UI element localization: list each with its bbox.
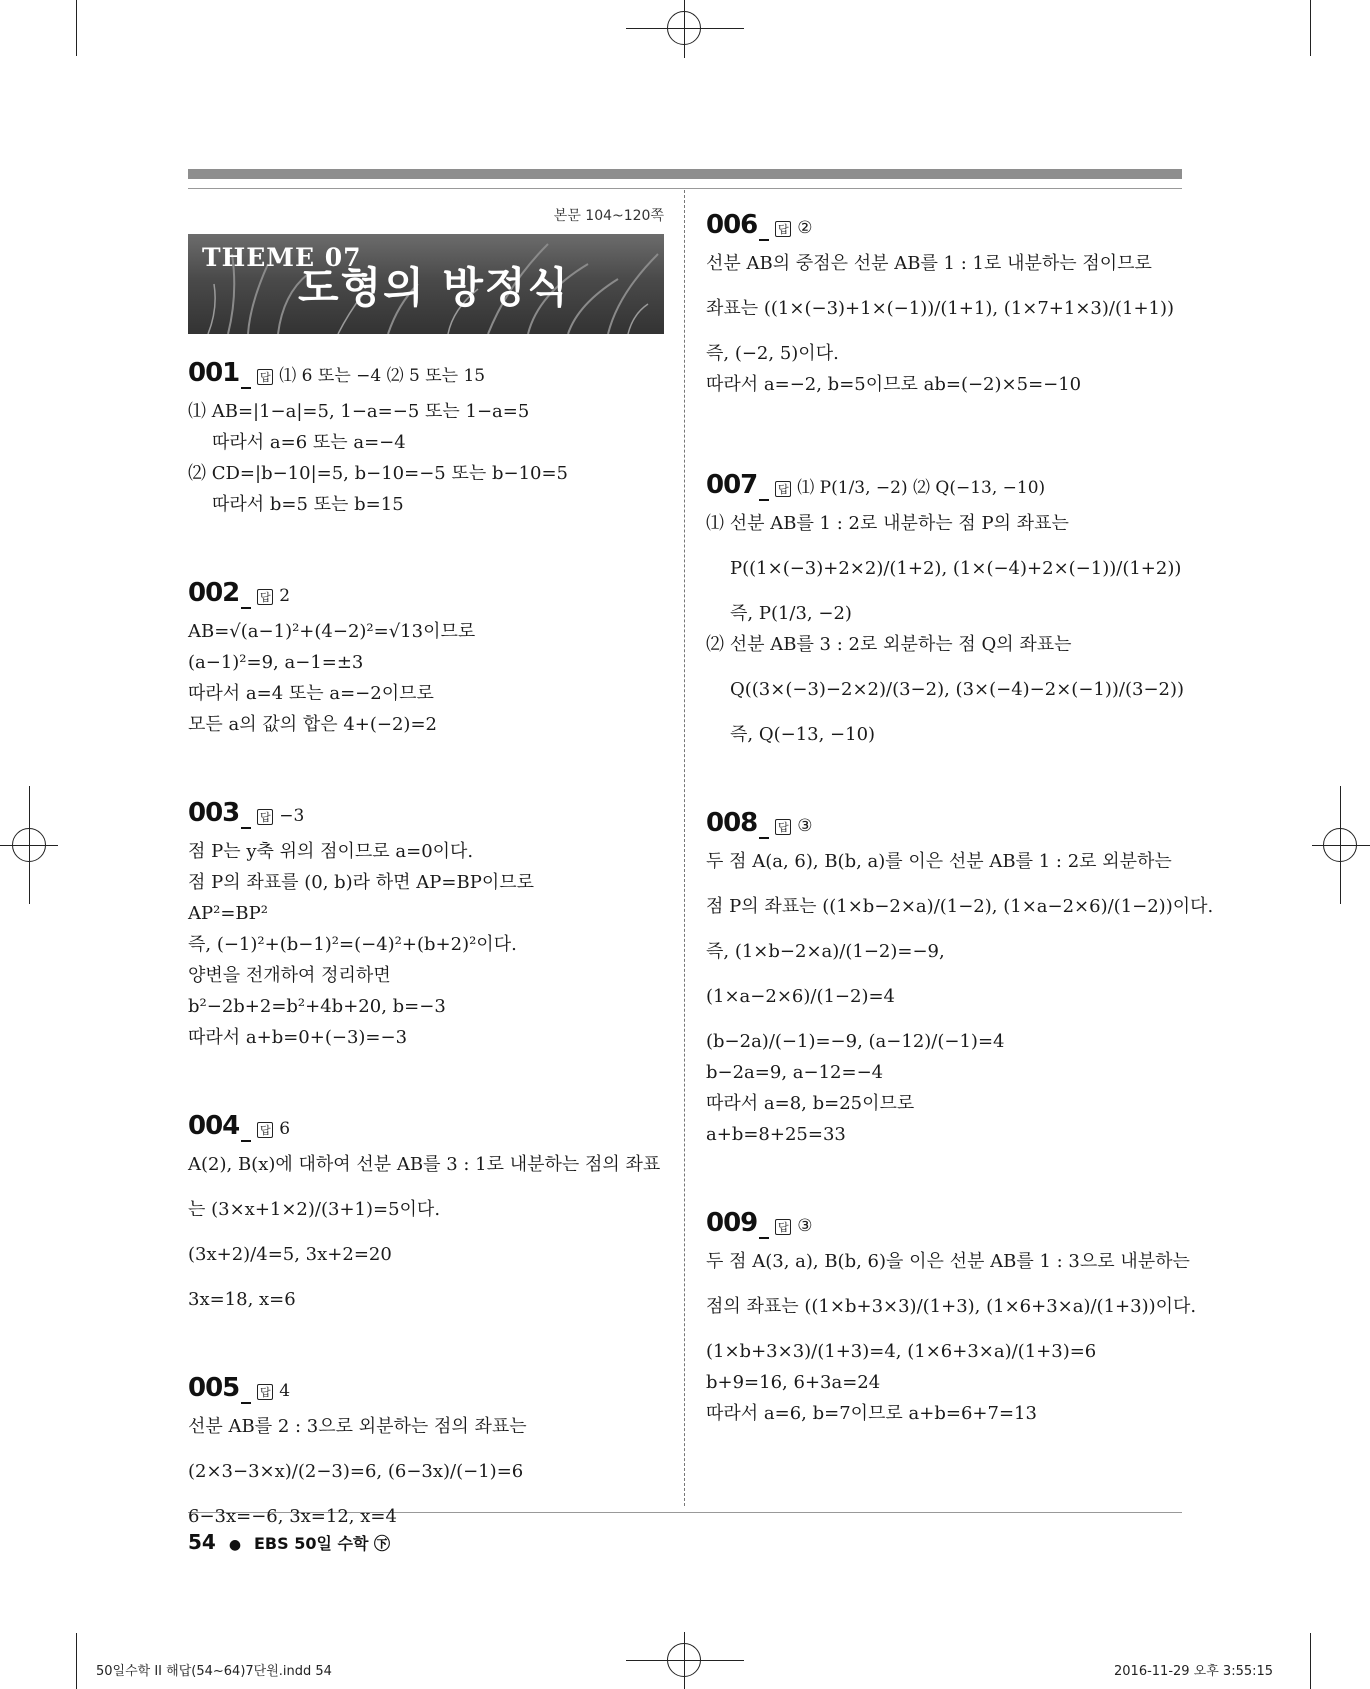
problem-number: 001 [188,358,251,389]
problem-number: 008 [706,808,769,839]
registration-mark [667,1643,701,1677]
solution-line: 따라서 a=−2, b=5이므로 ab=(−2)×5=−10 [706,374,1082,395]
problem-002 [188,578,664,740]
problem-number: 003 [188,798,251,829]
answer-icon: 답 [257,369,273,385]
solution-line: 선분 AB를 2 : 3으로 외분하는 점의 좌표는 [188,1416,527,1437]
problem-005 [188,1373,664,1532]
book-title: EBS 50일 수학 ㊦ [254,1534,390,1553]
solution-line: 따라서 a=6 또는 a=−4 [212,432,406,453]
solution-line: Q((3×(−3)−2×2)/(3−2), (3×(−4)−2×(−1))/(3−2)) [730,679,1185,700]
problem-number: 005 [188,1373,251,1404]
solution-line: 는 (3×x+1×2)/(3+1)=5이다. [188,1199,441,1220]
solution-line: A(2), B(x)에 대하여 선분 AB를 3 : 1로 내분하는 점의 좌표 [188,1154,661,1175]
solution-line: ⑵ 선분 AB를 3 : 2로 외분하는 점 Q의 좌표는 [706,634,1072,655]
answer-icon: 답 [775,221,791,237]
crop-mark [76,0,77,56]
solution-line: 따라서 a=4 또는 a=−2이므로 [188,683,434,704]
theme-banner [188,234,664,334]
solution-line: (3x+2)/4=5, 3x+2=20 [188,1244,392,1265]
solution-line: 따라서 a=6, b=7이므로 a+b=6+7=13 [706,1403,1037,1424]
problem-007 [706,470,1185,750]
solution-line: 6−3x=−6, 3x=12, x=4 [188,1506,397,1527]
problem-answer: ⑴ P(1/3, −2) ⑵ Q(−13, −10) [797,478,1046,498]
page-reference: 본문 104~120쪽 [553,208,664,224]
column-divider [684,190,685,1506]
solution-line: 모든 a의 값의 합은 4+(−2)=2 [188,714,437,735]
solution-line: 좌표는 ((1×(−3)+1×(−1))/(1+1), (1×7+1×3)/(1+1)) [706,298,1175,319]
solution-line: (a−1)²=9, a−1=±3 [188,652,364,673]
solution-line: 점 P는 y축 위의 점이므로 a=0이다. [188,841,474,862]
problem-number: 006 [706,210,769,241]
problem-006 [706,210,1182,400]
solution-line: 즉, (−2, 5)이다. [706,343,839,364]
solution-line: 점 P의 좌표를 (0, b)라 하면 AP=BP이므로 [188,872,534,893]
answer-icon: 답 [257,589,273,605]
problem-004 [188,1111,664,1315]
solution-line: a+b=8+25=33 [706,1124,846,1145]
solution-line: 따라서 a+b=0+(−3)=−3 [188,1027,408,1048]
problem-number: 002 [188,578,251,609]
solution-line: 3x=18, x=6 [188,1289,296,1310]
registration-mark [12,828,46,862]
solution-line: 점 P의 좌표는 ((1×b−2×a)/(1−2), (1×a−2×6)/(1−2))이다. [706,896,1214,917]
solution-line: 즉, P(1/3, −2) [730,603,852,624]
problem-009 [706,1208,1197,1429]
answer-icon: 답 [257,1384,273,1400]
solution-line: 양변을 전개하여 정리하면 [188,965,391,986]
solution-line: (1×b+3×3)/(1+3)=4, (1×6+3×a)/(1+3)=6 [706,1341,1097,1362]
crop-mark [1310,0,1311,56]
problem-answer: ③ [797,816,813,836]
problem-008 [706,808,1214,1150]
solution-line: 두 점 A(a, 6), B(b, a)를 이은 선분 AB를 1 : 2로 외분하는 [706,851,1172,872]
problem-number: 007 [706,470,769,501]
registration-mark [667,11,701,45]
problem-003 [188,798,664,1053]
registration-mark [1323,828,1357,862]
solution-line: 점의 좌표는 ((1×b+3×3)/(1+3), (1×6+3×a)/(1+3))이다. [706,1296,1197,1317]
solution-line: 즉, (−1)²+(b−1)²=(−4)²+(b+2)²이다. [188,934,517,955]
answer-icon: 답 [257,1122,273,1138]
right-column [706,206,1214,1429]
slug-date: 2016-11-29 오후 3:55:15 [1114,1664,1274,1679]
solution-line: b+9=16, 6+3a=24 [706,1372,881,1393]
answer-icon: 답 [775,819,791,835]
slug-file: 50일수학 II 해답(54~64)7단원.indd 54 [96,1664,332,1679]
answer-icon: 답 [775,1219,791,1235]
solution-line: AP²=BP² [188,903,268,924]
page-number: 54 [188,1530,216,1554]
problem-answer: ⑴ 6 또는 −4 ⑵ 5 또는 15 [279,366,486,386]
solution-line: (b−2a)/(−1)=−9, (a−12)/(−1)=4 [706,1031,1005,1052]
left-column [188,206,664,1532]
solution-line: b−2a=9, a−12=−4 [706,1062,884,1083]
page-footer [188,1530,390,1554]
problem-number: 004 [188,1111,251,1142]
theme-label: THEME 07 [202,243,362,272]
solution-line: 두 점 A(3, a), B(b, 6)을 이은 선분 AB를 1 : 3으로 내분하는 [706,1251,1190,1272]
solution-line: 따라서 b=5 또는 b=15 [212,494,404,515]
problem-001 [188,358,664,520]
answer-icon: 답 [775,481,791,497]
problem-answer: 6 [279,1119,291,1139]
solution-line: 즉, (1×b−2×a)/(1−2)=−9, [706,941,945,962]
header-bar [188,169,1182,179]
solution-line: P((1×(−3)+2×2)/(1+2), (1×(−4)+2×(−1))/(1+2)) [730,558,1182,579]
solution-line: ⑴ 선분 AB를 1 : 2로 내분하는 점 P의 좌표는 [706,513,1069,534]
solution-line: AB=√(a−1)²+(4−2)²=√13이므로 [188,621,476,642]
solution-line: 선분 AB의 중점은 선분 AB를 1 : 1로 내분하는 점이므로 [706,253,1152,274]
solution-line: ⑴ AB=|1−a|=5, 1−a=−5 또는 1−a=5 [188,401,530,422]
answer-icon: 답 [257,809,273,825]
problem-answer: 4 [279,1381,291,1401]
bullet-icon: ● [228,1537,242,1553]
problem-answer: −3 [279,806,305,826]
header-rule [188,188,1182,189]
solution-line: (2×3−3×x)/(2−3)=6, (6−3x)/(−1)=6 [188,1461,524,1482]
problem-number: 009 [706,1208,769,1239]
crop-mark [76,1633,77,1689]
solution-line: 즉, Q(−13, −10) [730,724,876,745]
theme-title: 도형의 방정식 [298,263,571,312]
crop-mark [1310,1633,1311,1689]
problem-answer: ② [797,218,813,238]
solution-line: (1×a−2×6)/(1−2)=4 [706,986,896,1007]
solution-line: b²−2b+2=b²+4b+20, b=−3 [188,996,446,1017]
solution-line: 따라서 a=8, b=25이므로 [706,1093,915,1114]
problem-answer: 2 [279,586,291,606]
problem-answer: ③ [797,1216,813,1236]
solution-line: ⑵ CD=|b−10|=5, b−10=−5 또는 b−10=5 [188,463,569,484]
